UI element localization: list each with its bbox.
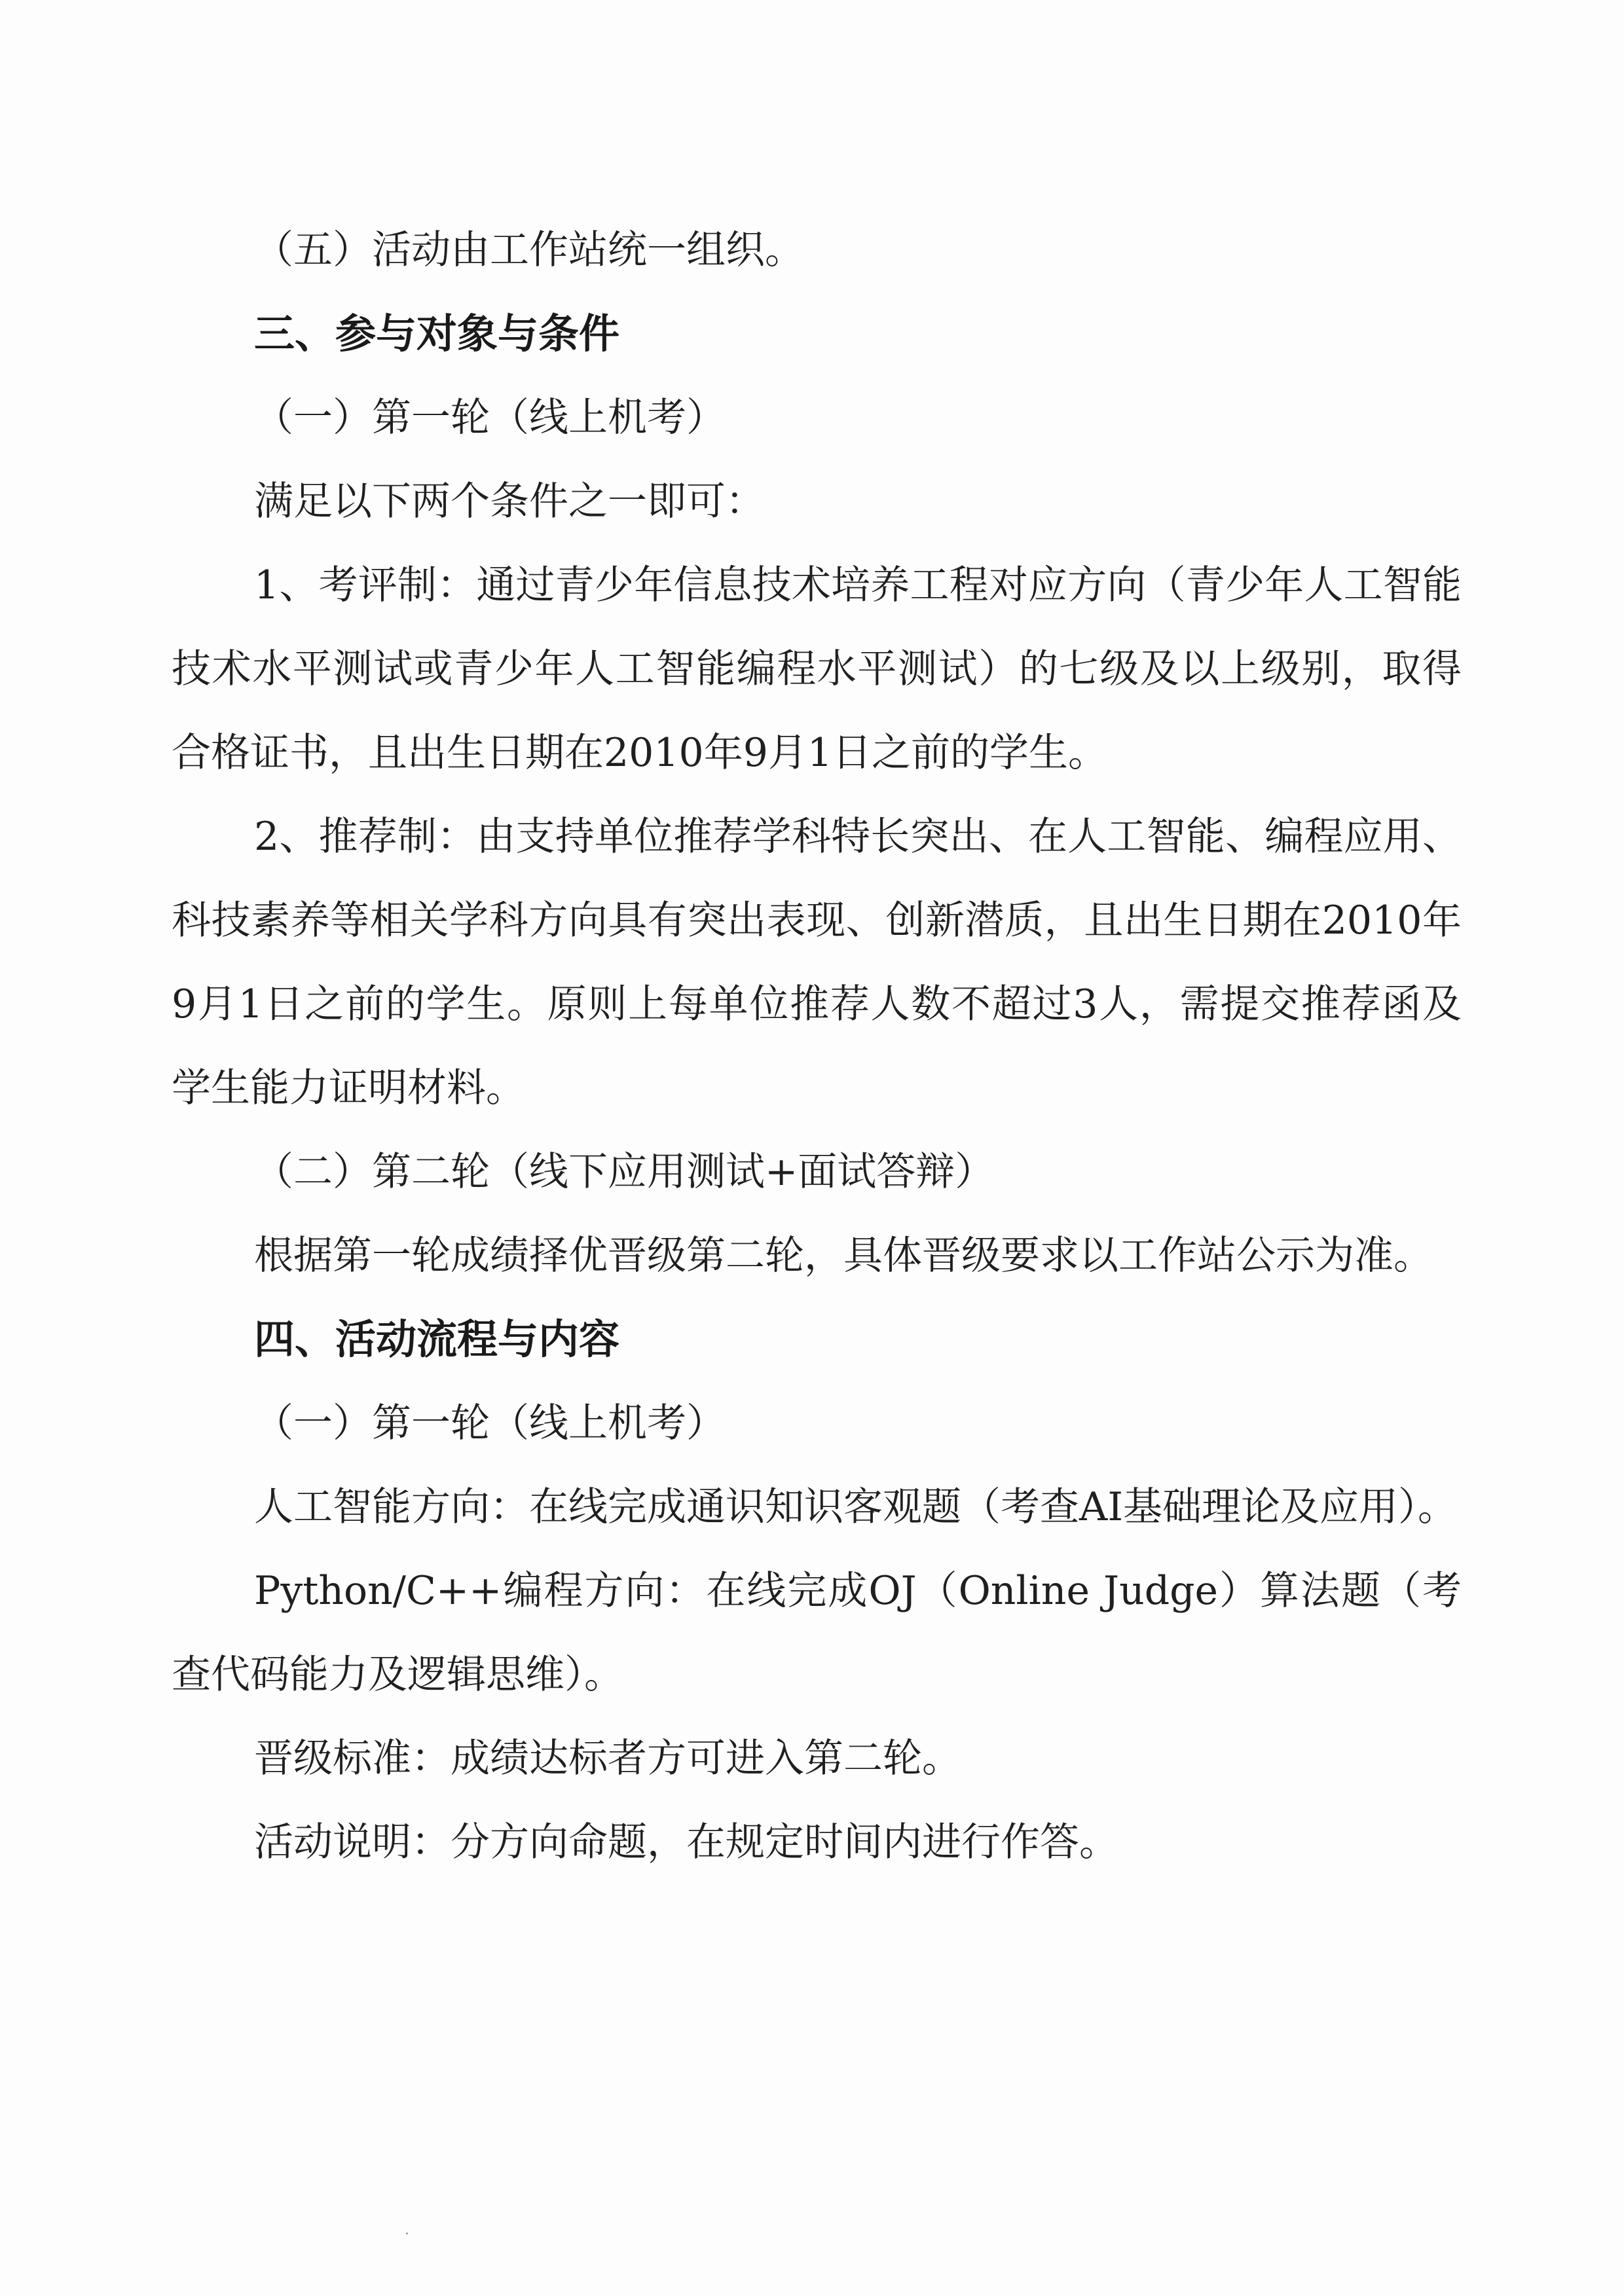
paragraph-ai-direction: 人工智能方向：在线完成通识知识客观题（考查AI基础理论及应用）。	[254, 1484, 1458, 1530]
paragraph-programming-direction: Python/C++编程方向：在线完成OJ（Online Judge）算法题（考查代码能力及逻辑思维）。	[172, 1568, 1462, 1698]
section-heading-participants: 三、参与对象与条件	[254, 310, 620, 357]
subheading-process-round-one: （一）第一轮（线上机考）	[254, 1400, 726, 1446]
section-heading-process: 四、活动流程与内容	[254, 1315, 620, 1363]
paragraph-conditions-intro: 满足以下两个条件之一即可：	[254, 479, 765, 524]
paragraph-condition-recommend: 2、推荐制：由支持单位推荐学科特长突出、在人工智能、编程应用、科技素养等相关学科方向具有突出表现、创新潜质，且出生日期在2010年9月1日之前的学生。原则上每单位推荐人数不超过3人，需提交推荐函及学生能力证明材料。	[172, 814, 1462, 1111]
paragraph-activity-note: 活动说明：分方向命题，在规定时间内进行作答。	[254, 1819, 1118, 1865]
document-body	[172, 208, 1462, 1884]
paragraph-promotion-standard: 晋级标准：成绩达标者方可进入第二轮。	[254, 1736, 961, 1781]
subheading-round-two: （二）第二轮（线下应用测试+面试答辩）	[254, 1149, 995, 1195]
scan-speck	[406, 2232, 408, 2234]
paragraph-condition-exam: 1、考评制：通过青少年信息技术培养工程对应方向（青少年人工智能技术水平测试或青少年人工智能编程水平测试）的七级及以上级别，取得合格证书，且出生日期在2010年9月1日之前的学生。	[172, 562, 1462, 776]
subheading-round-one: （一）第一轮（线上机考）	[254, 395, 726, 441]
paragraph-organization: （五）活动由工作站统一组织。	[254, 227, 804, 273]
paragraph-round-two-rule: 根据第一轮成绩择优晋级第二轮，具体晋级要求以工作站公示为准。	[254, 1233, 1433, 1279]
